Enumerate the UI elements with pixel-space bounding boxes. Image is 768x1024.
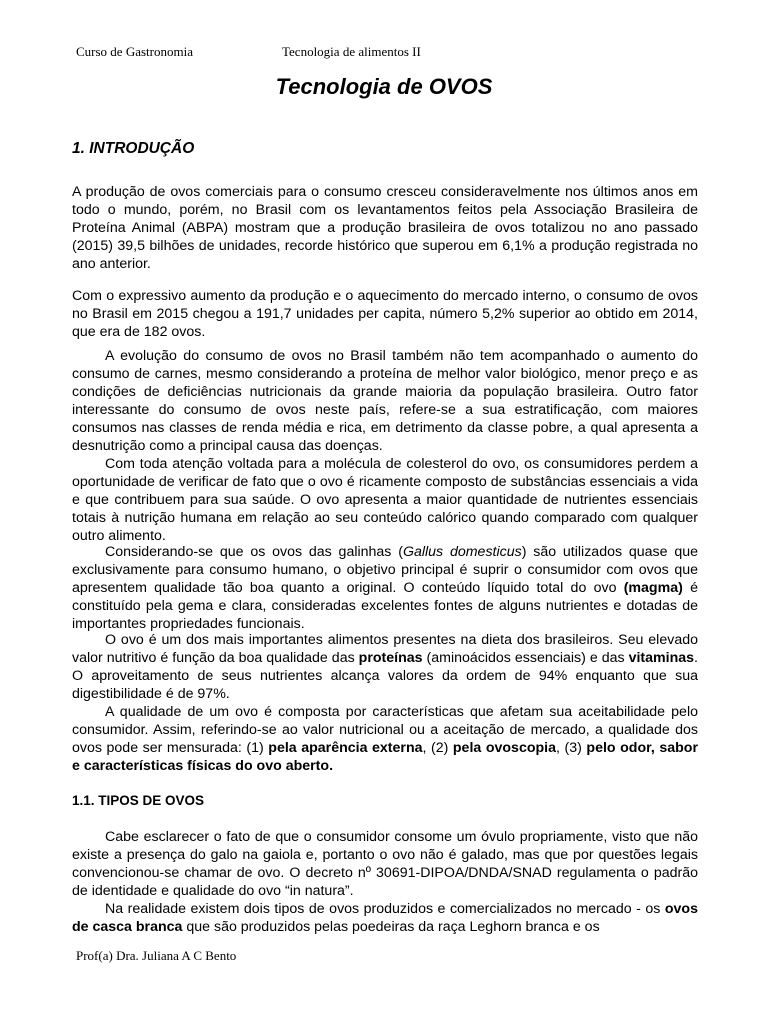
p5-text-c: é constituído pela gema e clara, consideradas excelentes fontes de alguns nutrientes e dotadas de importantes propriedades funcionais. — [72, 580, 698, 632]
proteinas-term: proteínas — [358, 650, 423, 666]
paragraph-2: Com o expressivo aumento da produção e o aquecimento do mercado interno, o consumo de ovos no Brasil em 2015 chegou a 191,7 unidades per capita, número 5,2% superior ao obtido em 2014, que era de 182 ovos. — [72, 288, 698, 340]
header-subject: Tecnologia de alimentos II — [282, 44, 421, 59]
paragraph-7 — [72, 703, 698, 775]
footer-author: Prof(a) Dra. Juliana A C Bento — [76, 948, 237, 963]
species-name: Gallus domesticus — [402, 544, 522, 560]
section-heading-introducao: 1. INTRODUÇÃO — [72, 140, 195, 157]
section-heading-tipos-de-ovos: 1.1. TIPOS DE OVOS — [72, 793, 205, 808]
magma-term: (magma) — [623, 580, 683, 596]
criterion-3: pelo odor, sabor e características físicas do ovo aberto. — [72, 740, 698, 774]
p6-text-a: O ovo é um dos mais importantes alimentos presentes na dieta dos brasileiros. Seu elevado valor nutritivo é função da boa qualidade das — [72, 632, 698, 666]
p7-text-d: , (3) — [556, 740, 587, 756]
p5-text-b: ) são utilizados quase que exclusivamente para consumo humano, o objetivo principal é suprir o consumidor com ovos que apresentem qualidade tão boa quanto a original. O conteúdo líquido total do ovo — [72, 544, 698, 596]
paragraph-9 — [72, 900, 698, 936]
paragraph-4: Com toda atenção voltada para a molécula de colesterol do ovo, os consumidores perdem a oportunidade de verificar de fato que o ovo é ricamente composto de substâncias essenciais a vida e que contribuem para sua saúde. O ovo apresenta a maior quantidade de nutrientes essenciais totais à nutrição humana em relação ao seu conteúdo calórico quando comparado com qualquer outro alimento. — [72, 456, 698, 544]
paragraph-3: A evolução do consumo de ovos no Brasil também não tem acompanhado o aumento do consumo de carnes, mesmo considerando a proteína de melhor valor biológico, menor preço e as condições de deficiências nutricionais da grande maioria da população brasileira. Outro fator interessante do consumo de ovos neste país, refere-se a sua estratificação, com maiores consumos nas classes de renda média e rica, em detrimento da classe pobre, a qual apresenta a desnutrição como a principal causa das doenças. — [72, 348, 698, 454]
paragraph-5 — [72, 543, 698, 633]
header-course: Curso de Gastronomia — [76, 44, 193, 59]
vitaminas-term: vitaminas — [628, 650, 695, 666]
criterion-2: pela ovoscopia — [452, 740, 557, 756]
p9-text-c: que são produzidos pelas poedeiras da raça Leghorn branca e os — [182, 919, 600, 935]
page-title: Tecnologia de OVOS — [275, 74, 493, 99]
p9-text-a: Na realidade existem dois tipos de ovos produzidos e comercializados no mercado - os — [105, 901, 665, 917]
p6-text-c: . O aproveitamento de seus nutrientes alcança valores da ordem de 94% enquanto que sua digestibilidade é de 97%. — [72, 650, 698, 702]
p7-text-a: A qualidade de um ovo é composta por características que afetam sua aceitabilidade pelo consumidor. Assim, referindo-se ao valor nutricional ou a aceitação de mercado, a qualidade dos ovos pode ser mensurada: (1) — [72, 704, 698, 756]
paragraph-6 — [72, 631, 698, 703]
criterion-1: pela aparência externa — [268, 740, 423, 756]
paragraph-8: Cabe esclarecer o fato de que o consumidor consome um óvulo propriamente, visto que não existe a presença do galo na gaiola e, portanto o ovo não é galado, mas que por questões legais convencionou-se chamar de ovo. O decreto nº 30691-DIPOA/DNDA/SNAD regulamenta o padrão de identidade e qualidade do ovo “in natura”. — [72, 829, 698, 899]
p5-text-a: Considerando-se que os ovos das galinhas ( — [105, 544, 403, 560]
p7-text-c: , (2) — [422, 740, 453, 756]
paragraph-1: A produção de ovos comerciais para o consumo cresceu consideravelmente nos últimos anos em todo o mundo, porém, no Brasil com os levantamentos feitos pela Associação Brasileira de Proteína Animal (ABPA) mostram que a produção brasileira de ovos totalizou no ano passado (2015) 39,5 bilhões de unidades, recorde histórico que superou em 6,1% a produção registrada no ano anterior. — [72, 184, 698, 272]
p6-text-b: (aminoácidos essenciais) e das — [422, 650, 629, 666]
ovos-casca-branca-term: ovos de casca branca — [72, 901, 698, 935]
